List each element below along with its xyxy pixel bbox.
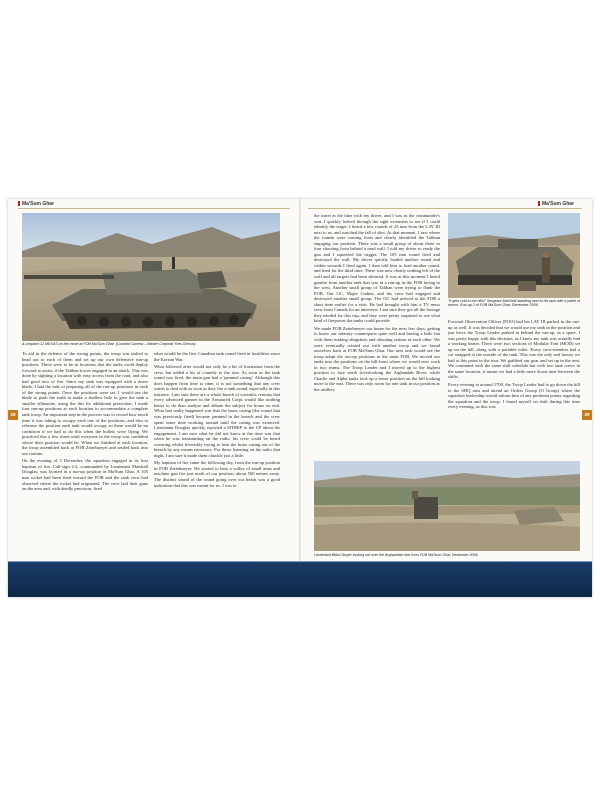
- right-bottom-photo: [314, 461, 580, 551]
- soldier-with-tank-image: [448, 213, 580, 298]
- header-marker-icon: [538, 201, 540, 206]
- paragraph: what would be the first Canadian tank round fired in hostilities since the Korean War.: [154, 351, 280, 362]
- paragraph: Every evening at around 1700, the Troop Leader had to go down the hill to the SHQ area and attend an Orders Group (O Group) where the squadron leadership would inform him of any pertinent points regarding the squadron and the troop. I found myself on shift during this time every evening, as this was: [448, 382, 580, 410]
- paragraph: On the evening of 3 December, the squadron engaged in its first baptism of fire. Call-sign 2-2, commanded by Lieutenant Marshall Douglas, was located in a run-up position in Ma'Sum Ghar. A 105 mm rocket had been fired toward the FOB and the tank crew had observed where the rocket had originated. The crew laid their guns on the area and, with deadly precision, fired: [22, 458, 148, 492]
- footer-band: [8, 562, 592, 597]
- right-header-title: Ma'Sum Ghar: [542, 201, 575, 207]
- right-bottom-photo-caption: Lieutenant Billon Dwyer looking out over the Arghandab river from FOB Ma'Sum Ghar, December 2006.: [314, 553, 479, 557]
- header-marker-icon: [18, 201, 20, 206]
- spread-gutter: [299, 199, 301, 597]
- left-header-title: Ma'Sum Ghar: [22, 201, 55, 207]
- left-photo-caption: A Leopard C2 MEXAS on the move at FOB Ma'Sum Ghar. (Combat Camera – Master Corporal Yves Gemus): [22, 342, 196, 346]
- tank-photo-image: [22, 213, 280, 341]
- right-text-column-2: [448, 319, 580, 465]
- paragraph: We made FOB Zettelmeyer our home for the next few days, getting to know our infantry counterparts quite well and having a little fun with them making slingshots and shooting rations at each other. We were eventually rotated out with another troop and we found ourselves back at FOB Ma'Sum Ghar. Our next task would see the troop adopt the run-up positions in the main FOB. We moved our tanks into the positions on the hill-front where we would now work in two teams. The Troop Leader and I moved up to the highest position to face north (overlooking the Arghandab River, while Charlie and Alpha tanks took up a lower position on the hill looking more to the east. There was only room for one tank in our position as the artillery: [314, 325, 440, 392]
- right-top-photo: [448, 213, 580, 298]
- right-running-header: [538, 201, 574, 207]
- left-running-header: [18, 201, 54, 207]
- right-page-number: 29: [582, 410, 592, 420]
- right-top-photo-caption: "It gets cold in the hills!" Sergeant MacNeill standing next to his tank with a pallet of ammo. Run-up 2 of FOB Ma'Sum Ghar, December 2006.: [448, 299, 580, 308]
- left-text-column-1: [22, 351, 148, 557]
- right-text-column-1: [314, 213, 440, 465]
- magazine-spread: [8, 199, 592, 597]
- right-header-rule: [308, 208, 582, 209]
- left-header-rule: [18, 208, 290, 209]
- left-text-column-2: [154, 351, 280, 557]
- paragraph: My baptism of fire came the following day, from the run-up position in FOB Zettelmeyer. We started to hear a volley of small arms and machine gun fire just north of our position, about 500 metres away. The distinct sound of the round going over our heads was a good indication that this was meant for us. I was in: [154, 460, 280, 488]
- paragraph: What followed after would not only be a bit of frustration from the crew, but added a bit of comedy to the tour. As soon as the tank round was fired, the main gun had a 'jammed casing'. Although this does happen from time to time, it is not something that any crew wants to deal with as soon as they fire a tank round, especially in this instance. I am sure there are a whole bunch of scientific reasons that every advanced gunner in the Armoured Corps would like nothing better to do than analyse and debate the subject for hours on end. What had really happened was that the brass casing (the round that was previously fired) became jammed in the breach and the crew spent some time working around until the casing was extracted. Lieutenant Douglas quickly reported a SITREP to the CP about the engagement. I am sure what he did not know at the time was that when he was transmitting on the radio, his crew could be heard swearing whilst feverishly trying to beat the brass casing out of the breach by any means necessary. For those listening on the radio that night, I am sure it made them chuckle just a little.: [154, 364, 280, 458]
- left-page-number: 28: [8, 410, 18, 420]
- river-overlook-image: [314, 461, 580, 551]
- paragraph: Forward Observation Officer (FOO) had his LAV III parked in the run-up as well. It was decided that we would use my tank in the position and just leave the Troop Leader parked in behind the run-up, as a spare. I was pretty happy with this decision, as I knew my tank was actually had a working heater. There were two sections of Modular Tent (MOD) set up on the hill, along with a portable toilet. Every crew-member had a cot strapped to the outside of the tank. This was the only real luxury we had at this point in the tour. We grabbed our gear and set up in the tent. We continued with the same shift schedule but with two tank crews in the same location, it meant we had a little more down time between the shifts.: [448, 319, 580, 380]
- paragraph: To aid in the defence of the strong points, the troop was tasked to head out to each of them and set up our own defensive run-up positions. These were to be in locations that the tanks could deploy forward to assist, if the Taliban forces engaged in an attack. This was done by sighting a location with easy access from the road, and also had good arcs of fire. Since my tank was equipped with a dozer blade, I had the task of preparing all of the run-up positions in each of the strong points. Once the positions were set, I would use the blade to push the earth to make a shallow hole to give the tank a smaller silhouette, using the dirt for additional protection. I made four run-up positions at each location to accommodate a complete tank troop. An important step in the process was to record how much time it was taking to occupy each one of the positions, and also to rehearse the position each tank would occupy so there would be no confusion if we had to do this when the bullets were flying. We practiced this a few times until everyone in the troop was confident where their position would be. When we finished at each location, the troop assembled back at FOB Zettelmeyer and settled back into our routine.: [22, 351, 148, 456]
- left-tank-photo: [22, 213, 280, 341]
- paragraph: the turret at the time with my driver, and I was in the commander's seat. I quickly looked through the sight extension to see if I could identify the target. I heard a few rounds of 25 mm from the LAV III next to us, and watched the fall of shot. At that moment, I saw where the rounds were coming from and clearly identified the Taliban engaging our position. There was a small group of about three or four shooting from behind a mud wall. I told my driver to ready the gun and I squeezed the trigger. The 105 mm round fired and destroyed the wall. My driver quickly loaded another round and within seconds I fired again. I then told him to load another round, and fired for the third time. There was now clearly nothing left of the wall and all targets had been silenced. It was at this moment I heard gunfire from another tank that was in a run-up in the FOB facing to the west. Another small group of Taliban were trying to flank the FOB. Our OC, Major Cadieu, and his crew had engaged and destroyed another small group. The OC had arrived at the FOB a short time earlier for a visit. He had brought with him a TV news crew from Canada for an interview. I am sure they got all the footage they needed for this trip, and they were pretty surprised to see what kind of firepower the tanks could provide.: [314, 213, 440, 324]
